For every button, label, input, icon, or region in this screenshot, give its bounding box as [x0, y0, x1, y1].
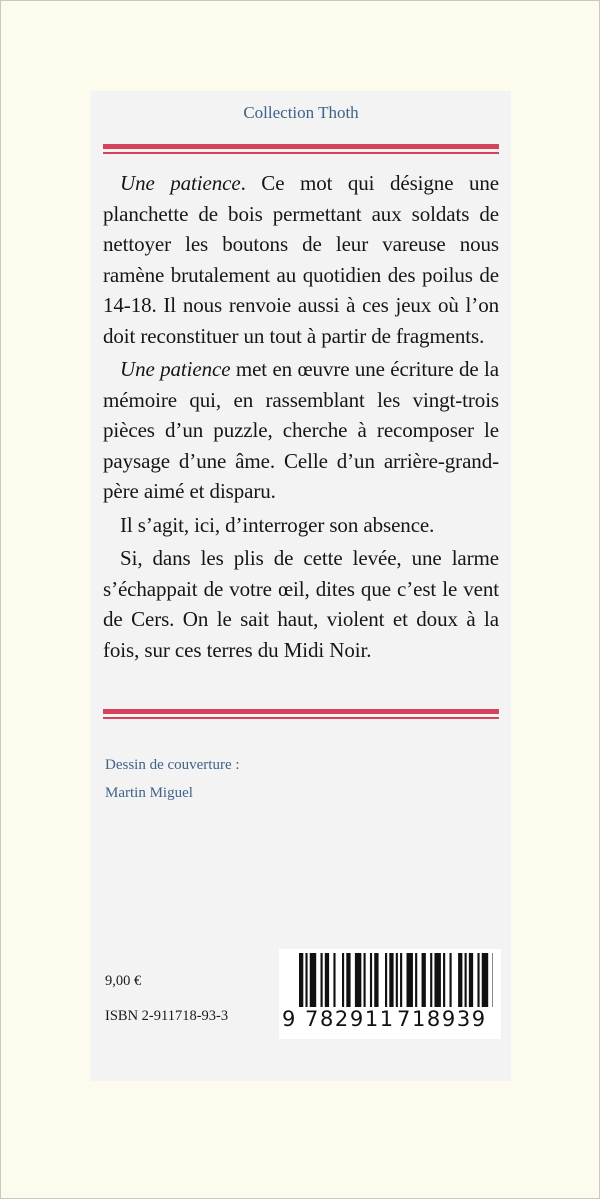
- barcode: [279, 949, 501, 1039]
- barcode-bar: [321, 953, 323, 1007]
- barcode-bars: [287, 953, 493, 1009]
- price: 9,00 €: [105, 973, 142, 989]
- rule-thick-line: [103, 144, 499, 149]
- barcode-bar: [422, 953, 426, 1007]
- top-double-rule: [103, 144, 499, 154]
- barcode-bar: [493, 953, 494, 1007]
- barcode-bar: [370, 953, 372, 1007]
- title-italic: Une patience: [120, 171, 241, 195]
- barcode-bar: [333, 953, 335, 1007]
- barcode-bar: [396, 953, 398, 1007]
- barcode-bar: [385, 953, 387, 1007]
- title-italic: Une patience: [120, 357, 231, 381]
- rule-thin-line: [103, 717, 499, 719]
- blurb-paragraph-1: [103, 168, 499, 351]
- barcode-bar: [325, 953, 329, 1007]
- isbn: ISBN 2-911718-93-3: [105, 1008, 229, 1024]
- blurb-paragraph-2: [103, 354, 499, 507]
- barcode-bar: [430, 953, 432, 1007]
- barcode-bar: [443, 953, 445, 1007]
- barcode-bar: [407, 953, 413, 1007]
- barcode-bar: [482, 953, 488, 1007]
- barcode-digits: [279, 1007, 501, 1037]
- credits-label: Dessin de couverture :: [105, 757, 240, 773]
- barcode-bar: [400, 953, 402, 1007]
- barcode-first-digit: 9: [282, 1007, 296, 1031]
- barcode-bar: [450, 953, 452, 1007]
- barcode-bar: [434, 953, 440, 1007]
- barcode-bar: [415, 953, 417, 1007]
- barcode-bar: [469, 953, 473, 1007]
- barcode-bar: [346, 953, 350, 1007]
- paragraph-text: met en œuvre une écriture de la mémoire qui, en rassemblant les vingt-trois pièces d’un puzzle, cherche à recomposer le paysage d’une âme. Celle d’un arrière-grand-père aimé et disparu.: [103, 357, 499, 503]
- barcode-bar: [342, 953, 344, 1007]
- barcode-bar: [389, 953, 393, 1007]
- blurb-paragraph-3: Il s’agit, ici, d’interroger son absence.: [120, 512, 435, 537]
- barcode-bar: [477, 953, 479, 1007]
- bottom-double-rule: [103, 709, 499, 719]
- barcode-bar: [310, 953, 316, 1007]
- barcode-right-group: 718939: [397, 1007, 487, 1031]
- barcode-bar: [299, 953, 303, 1007]
- rule-thick-line: [103, 709, 499, 714]
- barcode-bar: [458, 953, 462, 1007]
- paragraph-text: . Ce mot qui désigne une planchette de bois permettant aux soldats de nettoyer les boutons de leur vareuse nous ramène brutalement au quotidien des poilus de 14-18. Il nous renvoie aussi à ces jeux où l’on doit reconstituer un tout à partir de fragments.: [103, 171, 499, 348]
- back-cover: [91, 91, 511, 1081]
- blurb-text: [103, 168, 499, 665]
- barcode-bar: [305, 953, 307, 1007]
- barcode-bar: [355, 953, 361, 1007]
- barcode-bar: [374, 953, 378, 1007]
- credits-artist: Martin Miguel: [105, 785, 193, 801]
- barcode-bar: [364, 953, 366, 1007]
- rule-thin-line: [103, 152, 499, 154]
- cover-credits: [105, 751, 240, 807]
- barcode-left-group: 782911: [305, 1007, 395, 1031]
- blurb-paragraph-4: Si, dans les plis de cette levée, une larme s’échappait de votre œil, dites que c’est le vent de Cers. On le sait haut, violent et doux à la fois, sur ces terres du Midi Noir.: [103, 546, 499, 662]
- barcode-bar: [465, 953, 467, 1007]
- collection-name: Collection Thoth: [243, 103, 359, 122]
